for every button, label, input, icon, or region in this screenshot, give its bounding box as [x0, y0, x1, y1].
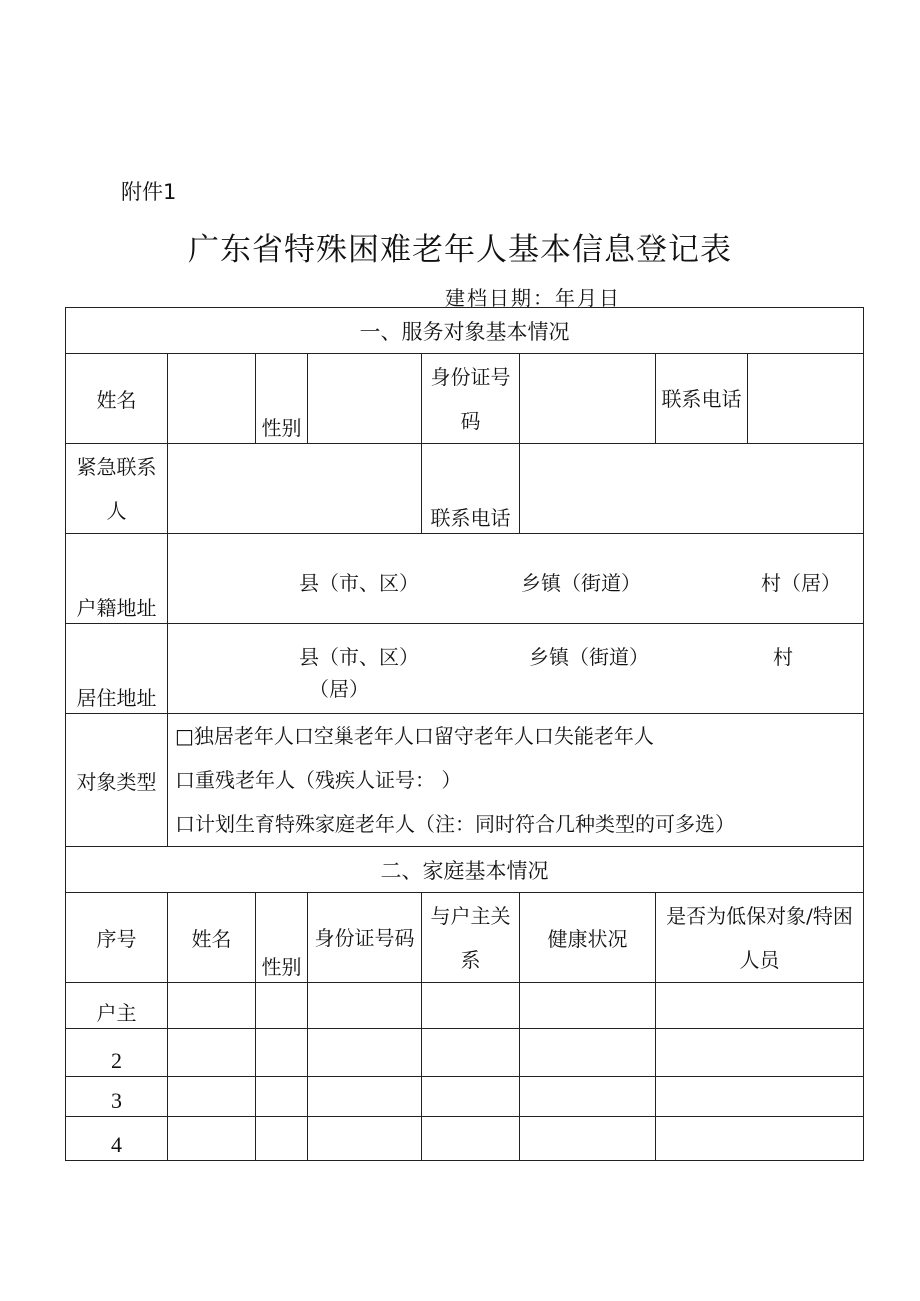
emergency-contact-label: 紧急联系人: [66, 444, 168, 534]
type-options[interactable]: [168, 714, 864, 847]
cell[interactable]: [256, 1029, 308, 1077]
attachment-label: 附件1: [121, 180, 177, 204]
cell[interactable]: [168, 1029, 256, 1077]
cell[interactable]: [422, 1077, 520, 1117]
type-line-2[interactable]: 口重残老年人（残疾人证号： ）: [175, 768, 462, 792]
gender-label: 性别: [256, 354, 308, 444]
col-name: 姓名: [168, 893, 256, 983]
residence-address-field[interactable]: [168, 624, 864, 714]
cell[interactable]: [520, 1029, 656, 1077]
cell[interactable]: [520, 1077, 656, 1117]
emergency-phone-field[interactable]: [520, 444, 864, 534]
cell[interactable]: [168, 1077, 256, 1117]
row-4: 4: [66, 1117, 168, 1161]
cell[interactable]: [656, 1077, 864, 1117]
residence-town: 乡镇（街道）: [529, 644, 649, 669]
section2-heading: 二、家庭基本情况: [66, 847, 864, 893]
cell[interactable]: [422, 983, 520, 1029]
cell[interactable]: [308, 1117, 422, 1161]
cell[interactable]: [308, 1029, 422, 1077]
phone-field[interactable]: [748, 354, 864, 444]
residence-county: 县（市、区）: [299, 644, 419, 669]
cell[interactable]: [520, 1117, 656, 1161]
registration-form: [65, 307, 864, 1161]
cell[interactable]: [168, 1117, 256, 1161]
cell[interactable]: [168, 983, 256, 1029]
col-subsidy: 是否为低保对象/特困人员: [656, 893, 864, 983]
cell[interactable]: [520, 983, 656, 1029]
emergency-phone-label: 联系电话: [422, 444, 520, 534]
emergency-contact-field[interactable]: [168, 444, 422, 534]
cell[interactable]: [656, 983, 864, 1029]
id-label: 身份证号码: [422, 354, 520, 444]
form-title: 广东省特殊困难老年人基本信息登记表: [188, 232, 732, 268]
household-address-label: 户籍地址: [66, 534, 168, 624]
household-town: 乡镇（街道）: [521, 570, 641, 595]
phone-label: 联系电话: [656, 354, 748, 444]
row-3: 3: [66, 1077, 168, 1117]
col-gender: 性别: [256, 893, 308, 983]
household-county: 县（市、区）: [299, 570, 419, 595]
row-2: 2: [66, 1029, 168, 1077]
gender-field[interactable]: [308, 354, 422, 444]
col-seq: 序号: [66, 893, 168, 983]
household-village: 村（居）: [761, 570, 841, 595]
archive-date: 建档日期：年月日: [445, 286, 621, 310]
type-line-1[interactable]: □独居老年人口空巢老年人口留守老年人口失能老年人: [175, 724, 654, 748]
cell[interactable]: [308, 983, 422, 1029]
cell[interactable]: [256, 1117, 308, 1161]
type-label: 对象类型: [66, 714, 168, 847]
cell[interactable]: [256, 1077, 308, 1117]
col-health: 健康状况: [520, 893, 656, 983]
row-head-of-household: 户主: [66, 983, 168, 1029]
section1-heading: 一、服务对象基本情况: [66, 308, 864, 354]
cell[interactable]: [256, 983, 308, 1029]
name-field[interactable]: [168, 354, 256, 444]
household-address-field[interactable]: [168, 534, 864, 624]
cell[interactable]: [656, 1117, 864, 1161]
residence-village: 村: [773, 644, 793, 669]
cell[interactable]: [656, 1029, 864, 1077]
col-id: 身份证号码: [308, 893, 422, 983]
cell[interactable]: [308, 1077, 422, 1117]
residence-address-label: 居住地址: [66, 624, 168, 714]
cell[interactable]: [422, 1029, 520, 1077]
name-label: 姓名: [66, 354, 168, 444]
id-field[interactable]: [520, 354, 656, 444]
cell[interactable]: [422, 1117, 520, 1161]
residence-village-suffix: （居）: [309, 676, 369, 701]
type-line-3[interactable]: 口计划生育特殊家庭老年人（注：同时符合几种类型的可多选）: [175, 812, 735, 836]
col-relation: 与户主关系: [422, 893, 520, 983]
